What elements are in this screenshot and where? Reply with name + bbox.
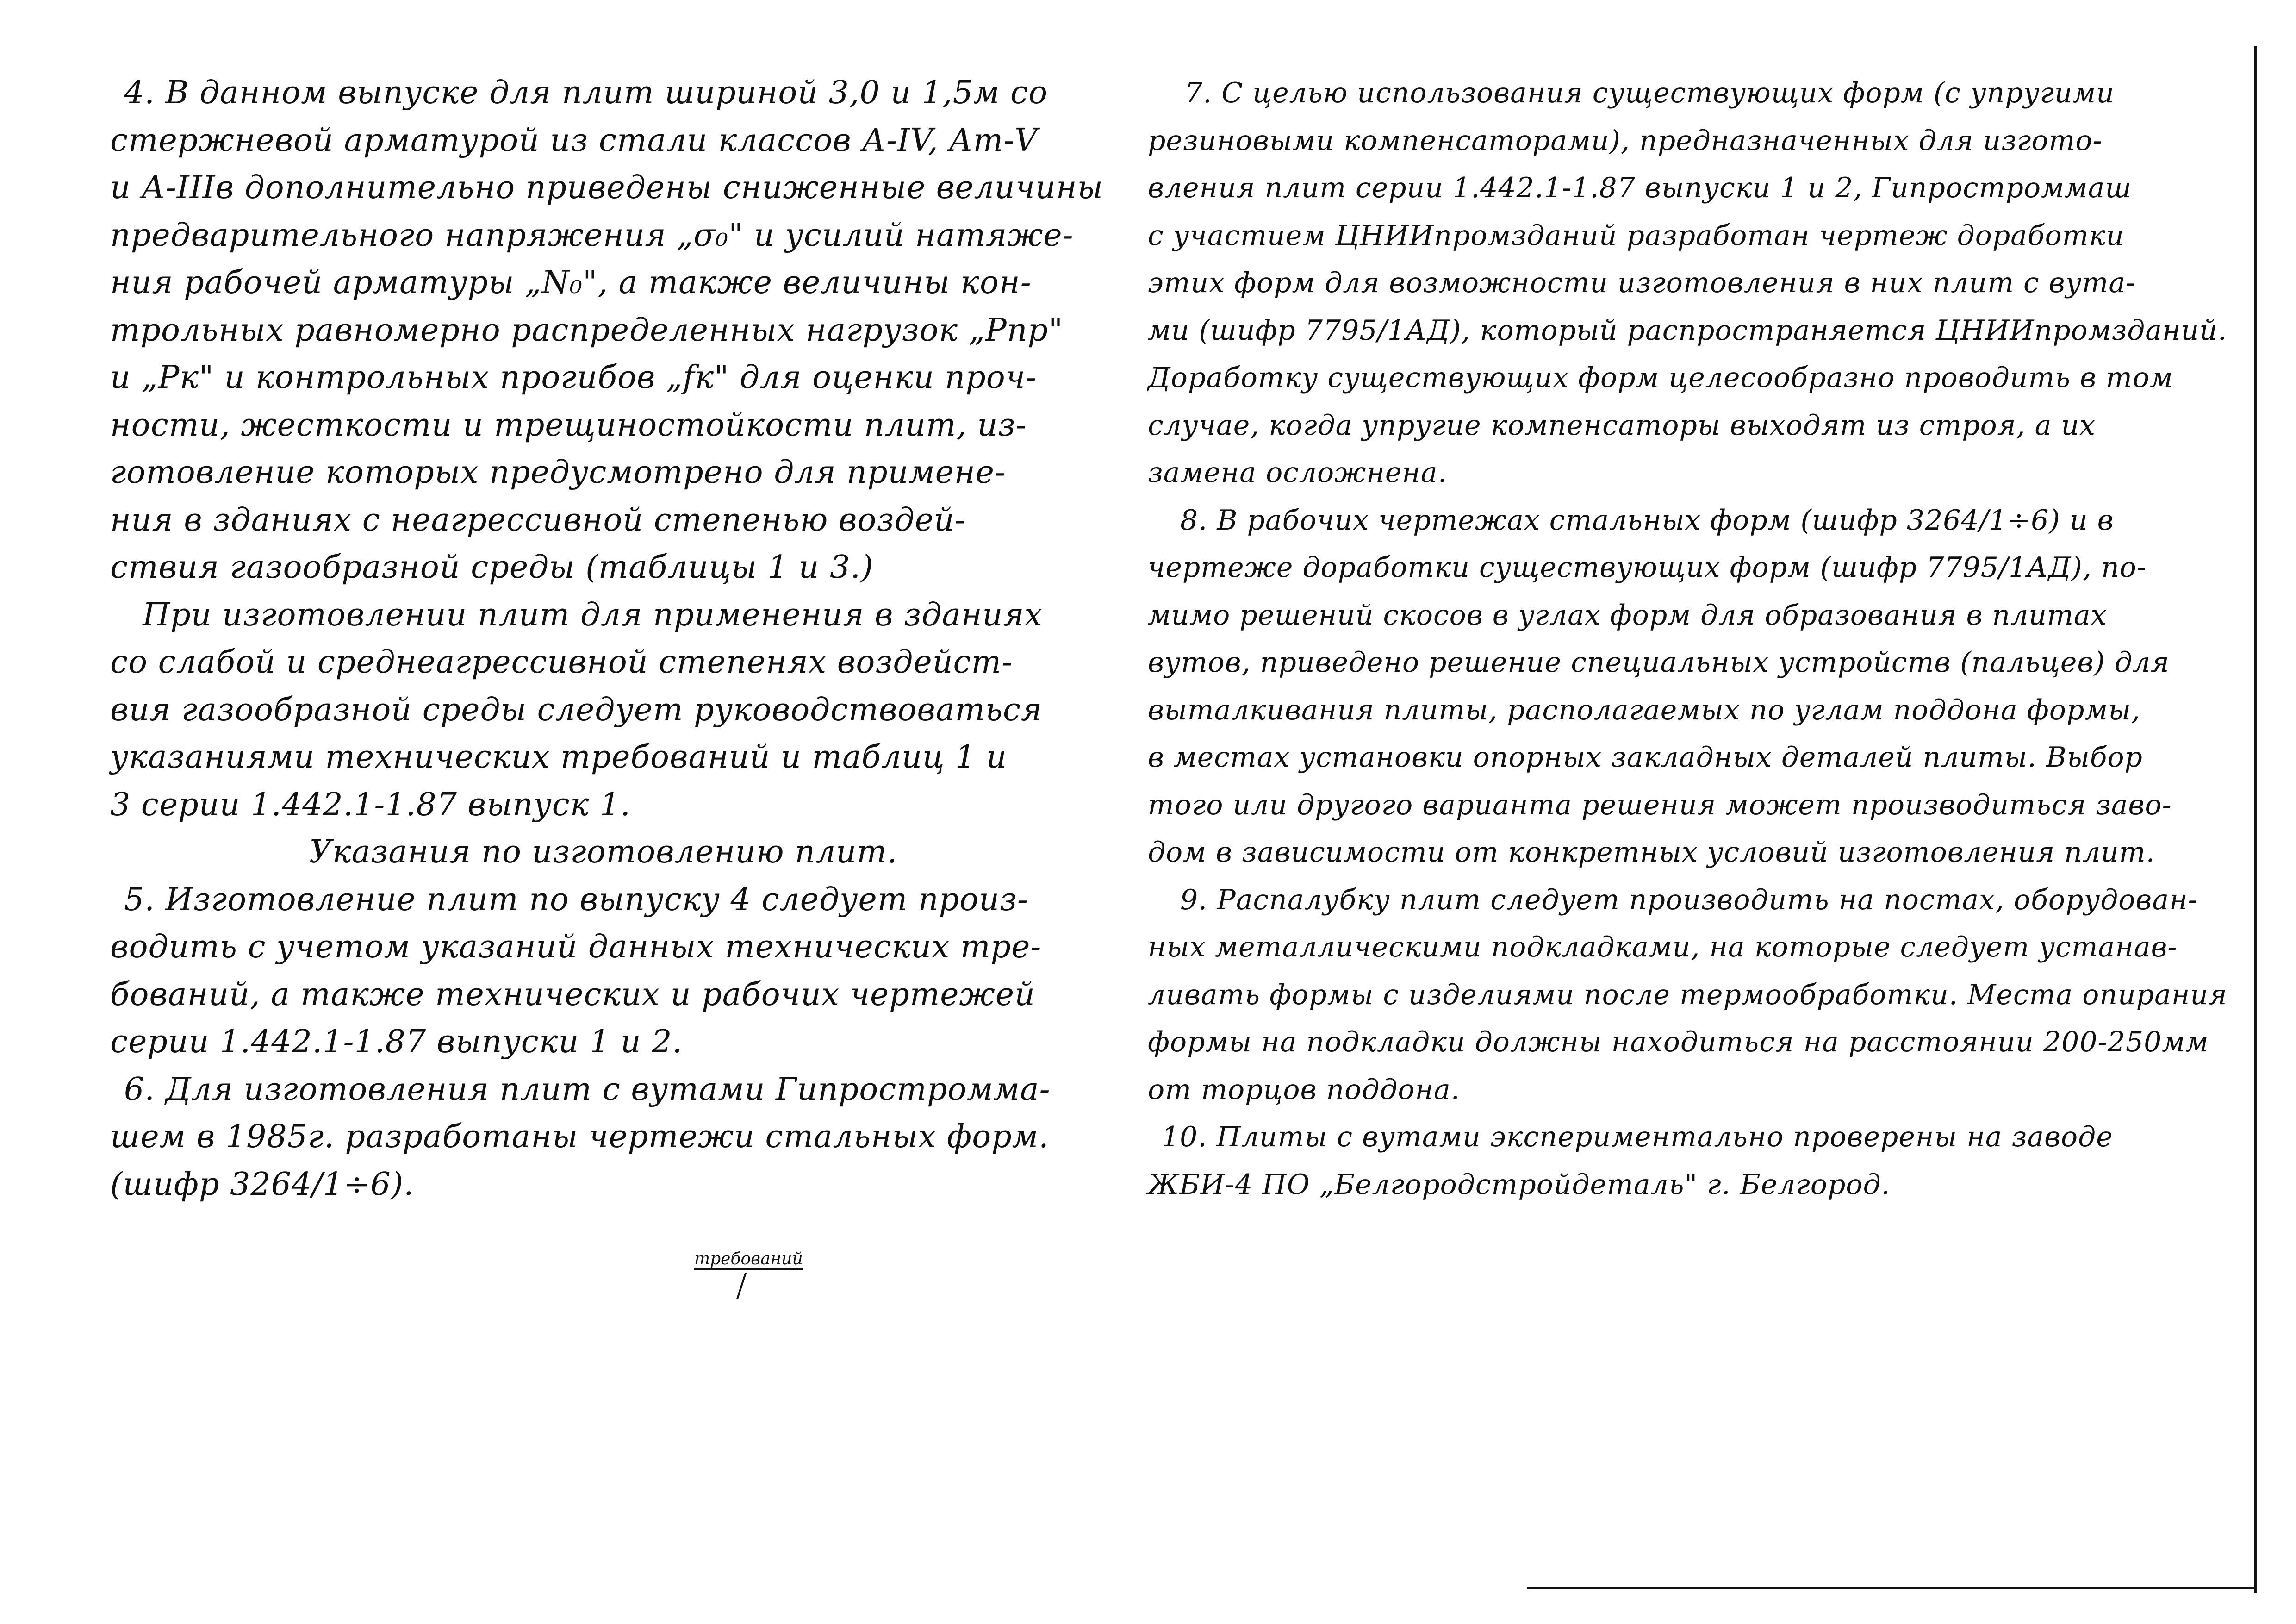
text-line: 4. В данном выпуске для плит шириной 3,0 и 1,5м со <box>124 75 1048 111</box>
text-line: 3 серии 1.442.1-1.87 выпуск 1. <box>110 786 631 823</box>
text-line: ЖБИ-4 ПО „Белгородстройдеталь" г. Белгород. <box>1148 1168 1891 1201</box>
section-heading: Указания по изготовлению плит. <box>309 834 898 870</box>
text-line: вия газообразной среды следует руководствоваться <box>110 691 1043 728</box>
text-line: 8. В рабочих чертежах стальных форм (шифр 3264/1÷6) и в <box>1180 504 2114 537</box>
text-line: 10. Плиты с вутами экспериментально проверены на заводе <box>1162 1121 2113 1153</box>
frame-border-right <box>2254 46 2257 1593</box>
text-line: При изготовлении плит для применения в зданиях <box>143 596 1043 633</box>
text-line: указаниями технических требований и таблиц 1 и <box>110 739 1007 775</box>
text-line: ности, жесткости и трещиностойкости плит, из- <box>110 406 1027 443</box>
text-line: выталкивания плиты, располагаемых по углам поддона формы, <box>1148 693 2141 726</box>
left-text-column <box>110 69 1103 1208</box>
text-line: 9. Распалубку плит следует производить на постах, оборудован- <box>1180 883 2198 916</box>
text-line: 6. Для изготовления плит с вутами Гипростромма- <box>124 1071 1051 1108</box>
insertion-caret <box>736 1273 747 1299</box>
right-text-column <box>1148 69 2228 1208</box>
text-line: и А-IIIв дополнительно приведены сниженные величины <box>110 169 1103 206</box>
text-line: от торцов поддона. <box>1148 1073 1460 1106</box>
text-line: стержневой арматурой из стали классов А-IV, Ат-V <box>110 122 1038 159</box>
text-line: со слабой и среднеагрессивной степенях воздейст- <box>110 644 1013 681</box>
text-line: ствия газообразной среды (таблицы 1 и 3.) <box>110 549 874 586</box>
text-line: вления плит серии 1.442.1-1.87 выпуски 1 и 2, Гипростроммаш <box>1148 172 2132 204</box>
handwritten-insertion: требований <box>694 1250 803 1270</box>
text-line: дом в зависимости от конкретных условий изготовления плит. <box>1148 836 2155 868</box>
text-line: бований, а также технических и рабочих чертежей <box>110 976 1035 1013</box>
text-line: вутов, приведено решение специальных устройств (пальцев) для <box>1148 646 2170 679</box>
text-line: и „Рк" и контрольных прогибов „fк" для оценки проч- <box>110 359 1037 396</box>
text-line: трольных равномерно распределенных нагрузок „Рпр" <box>110 312 1064 349</box>
text-line: с участием ЦНИИпромзданий разработан чертеж доработки <box>1148 219 2125 252</box>
frame-border-bottom <box>1527 1587 2257 1589</box>
text-line: готовление которых предусмотрено для примене- <box>110 454 1006 491</box>
text-line: замена осложнена. <box>1148 456 1447 489</box>
text-line: шем в 1985г. разработаны чертежи стальных форм. <box>110 1118 1049 1155</box>
text-line: резиновыми компенсаторами), предназначенных для изгото- <box>1148 124 2103 157</box>
text-line: серии 1.442.1-1.87 выпуски 1 и 2. <box>110 1024 683 1060</box>
text-line: случае, когда упругие компенсаторы выходят из строя, а их <box>1148 409 2096 442</box>
text-line: мимо решений скосов в углах форм для образования в плитах <box>1148 599 2107 631</box>
text-line: этих форм для возможности изготовления в них плит с вута- <box>1148 267 2136 299</box>
text-line: того или другого варианта решения может производиться заво- <box>1148 788 2172 821</box>
text-line: ных металлическими подкладками, на которые следует устанав- <box>1148 931 2178 963</box>
text-line: Доработку существующих форм целесообразно проводить в том <box>1148 362 2173 394</box>
text-line: ния рабочей арматуры „N₀", а также величины кон- <box>110 264 1032 301</box>
text-line: ния в зданиях с неагрессивной степенью воздей- <box>110 501 966 538</box>
text-line: чертеже доработки существующих форм (шифр 7795/1АД), по- <box>1148 551 2147 584</box>
text-line: предварительного напряжения „σ₀" и усилий натяже- <box>110 217 1074 254</box>
text-line: формы на подкладки должны находиться на расстоянии 200-250мм <box>1148 1026 2209 1058</box>
text-line: (шифр 3264/1÷6). <box>110 1166 414 1203</box>
text-line: ливать формы с изделиями после термообработки. Места опирания <box>1148 978 2228 1011</box>
text-line: 7. С целью использования существующих форм (с упругими <box>1185 77 2115 109</box>
text-line: 5. Изготовление плит по выпуску 4 следует произ- <box>124 881 1028 918</box>
text-line: водить с учетом указаний данных технических тре- <box>110 929 1042 965</box>
text-line: в местах установки опорных закладных деталей плиты. Выбор <box>1148 741 2143 774</box>
text-line: ми (шифр 7795/1АД), который распространяется ЦНИИпромзданий. <box>1148 314 2227 347</box>
